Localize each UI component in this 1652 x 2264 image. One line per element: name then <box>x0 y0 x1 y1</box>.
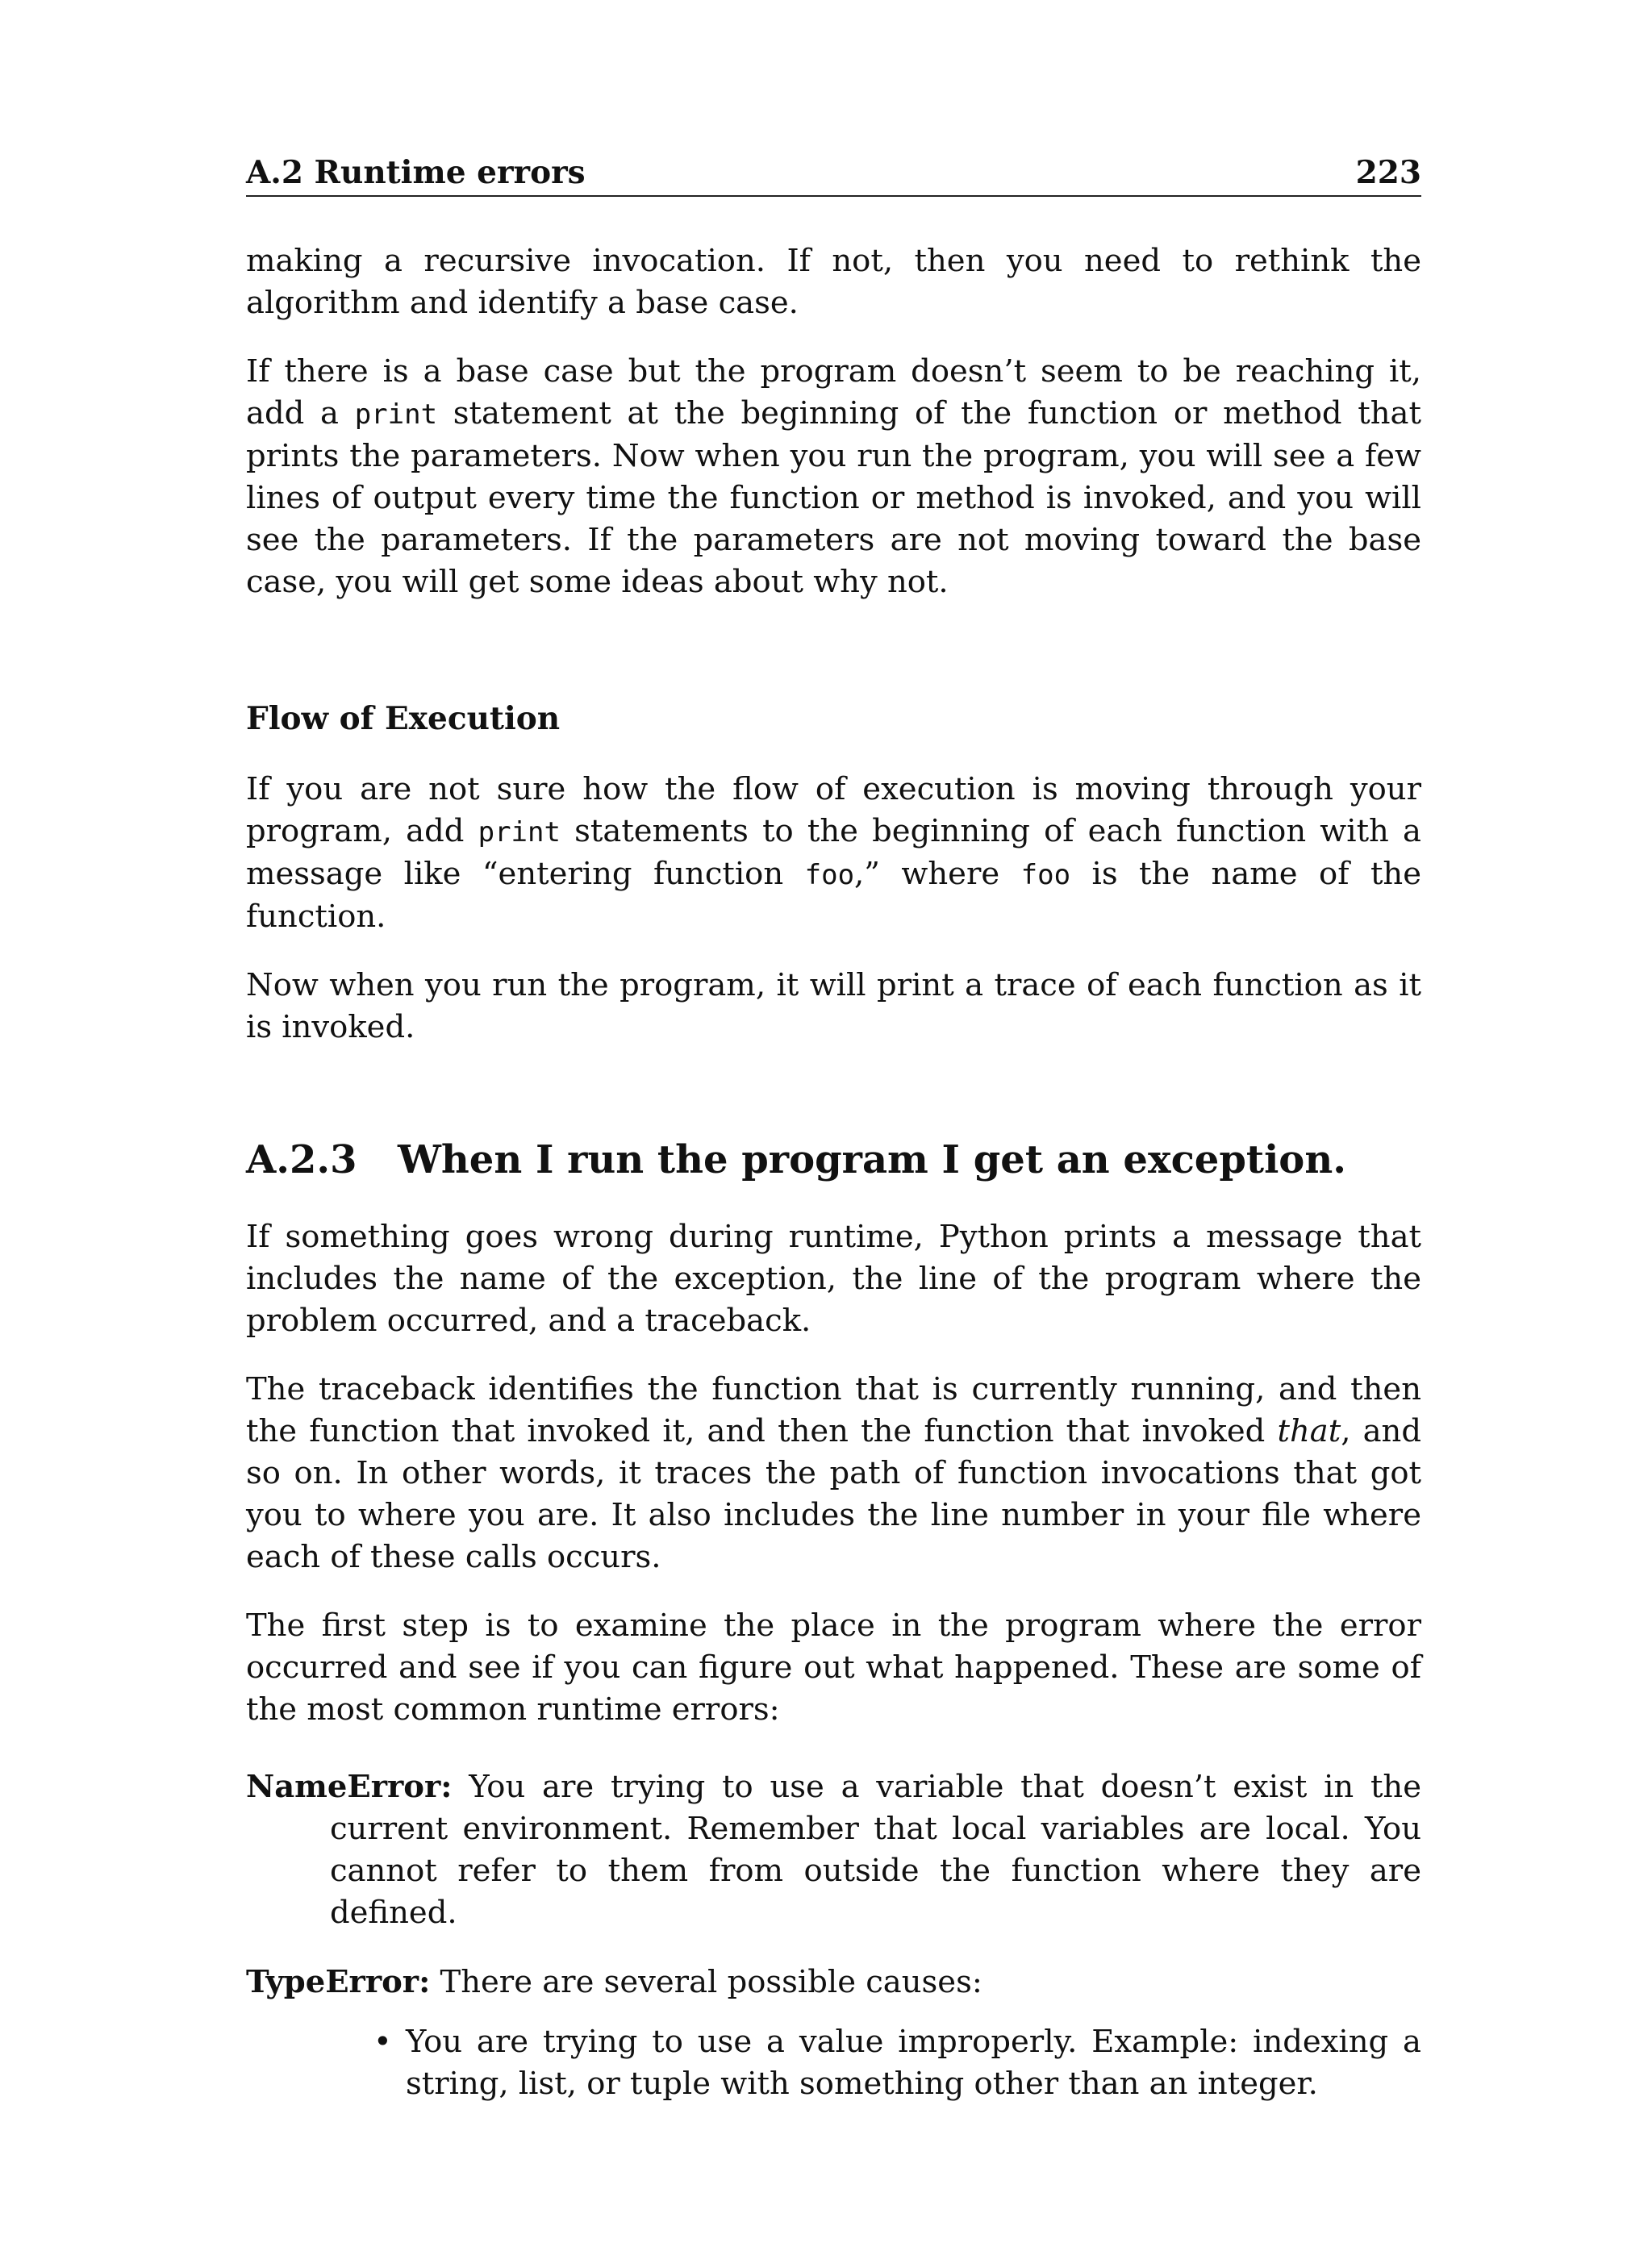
inline-code-print: print <box>478 816 561 848</box>
inline-code-print: print <box>354 398 438 431</box>
emphasis-that: that <box>1277 1413 1341 1449</box>
page-number: 223 <box>1355 154 1421 191</box>
definition-type-error-text: There are several possible causes: <box>430 1964 982 2000</box>
paragraph-4: Now when you run the program, it will print a trace of each function as it is invoked. <box>246 967 1421 1045</box>
paragraph-3-text-a: If you are not sure how the flow of execution is moving through your program, add <box>246 771 1421 849</box>
paragraph-2 <box>246 351 1421 603</box>
subsection-title-text: When I run the program I get an exception. <box>398 1137 1346 1182</box>
definition-type-error <box>246 1962 1421 2105</box>
page-body <box>246 240 1421 2105</box>
term-name-error: NameError: <box>246 1769 453 1805</box>
paragraph-3-text-b: statements to the beginning of each function with a message like “entering function <box>246 813 1421 892</box>
paragraph-6-text-b: , and so on. In other words, it traces the path of function invocations that got you to where you are. It also includes the line number in your file where each of these calls occurs. <box>246 1413 1422 1575</box>
paragraph-1: making a recursive invocation. If not, then you need to rethink the algorithm and identify a base case. <box>246 243 1421 321</box>
paragraph-3-text-d: is the name of the function. <box>246 856 1421 935</box>
paragraph-7: The first step is to examine the place in the program where the error occurred and see if you can figure out what happened. These are some of the most common runtime errors: <box>246 1607 1421 1728</box>
type-error-line <box>246 1962 1421 2003</box>
inline-code-foo: foo <box>804 859 855 891</box>
inline-code-foo: foo <box>1020 859 1071 891</box>
paragraph-3 <box>246 769 1421 938</box>
paragraph-2-text-b: statement at the beginning of the function or method that prints the parameters. Now when you run the program, you will see a few lines of output every time the function or method is invoked, and you will see the parameters. If the parameters are not moving toward the base case, you will get some ideas about why not. <box>246 395 1421 600</box>
paragraph-5: If something goes wrong during runtime, Python prints a message that includes the name of the exception, the line of the program where the problem occurred, and a traceback. <box>246 1219 1421 1339</box>
header-section-title: A.2 Runtime errors <box>246 154 586 191</box>
paragraph-6 <box>246 1369 1421 1578</box>
subsection-heading <box>246 1136 1421 1184</box>
list-item <box>246 2021 1421 2105</box>
subsection-number: A.2.3 <box>246 1137 357 1182</box>
bullet-icon: • <box>373 2024 392 2060</box>
running-header <box>246 150 1421 197</box>
paragraph-6-text-a: The traceback identifies the function that is currently running, and then the function that invoked it, and then the function that invoked <box>246 1371 1421 1449</box>
paragraph-heading-flow-of-execution: Flow of Execution <box>246 700 561 737</box>
paragraph-3-text-c: ,” where <box>854 856 1021 892</box>
definition-name-error <box>246 1766 1421 1934</box>
list-item-text: You are trying to use a value improperly. Example: indexing a string, list, or tuple with something other than an integer. <box>406 2024 1421 2102</box>
type-error-causes-list <box>246 2021 1421 2105</box>
paragraph-2-text-a: If there is a base case but the program doesn’t seem to be reaching it, add a <box>246 353 1421 432</box>
definition-name-error-text: You are trying to use a variable that doesn’t exist in the current environment. Remember that local variables are local. You cannot refer to them from outside the function where they are defined. <box>330 1769 1421 1931</box>
term-type-error: TypeError: <box>246 1964 431 2000</box>
